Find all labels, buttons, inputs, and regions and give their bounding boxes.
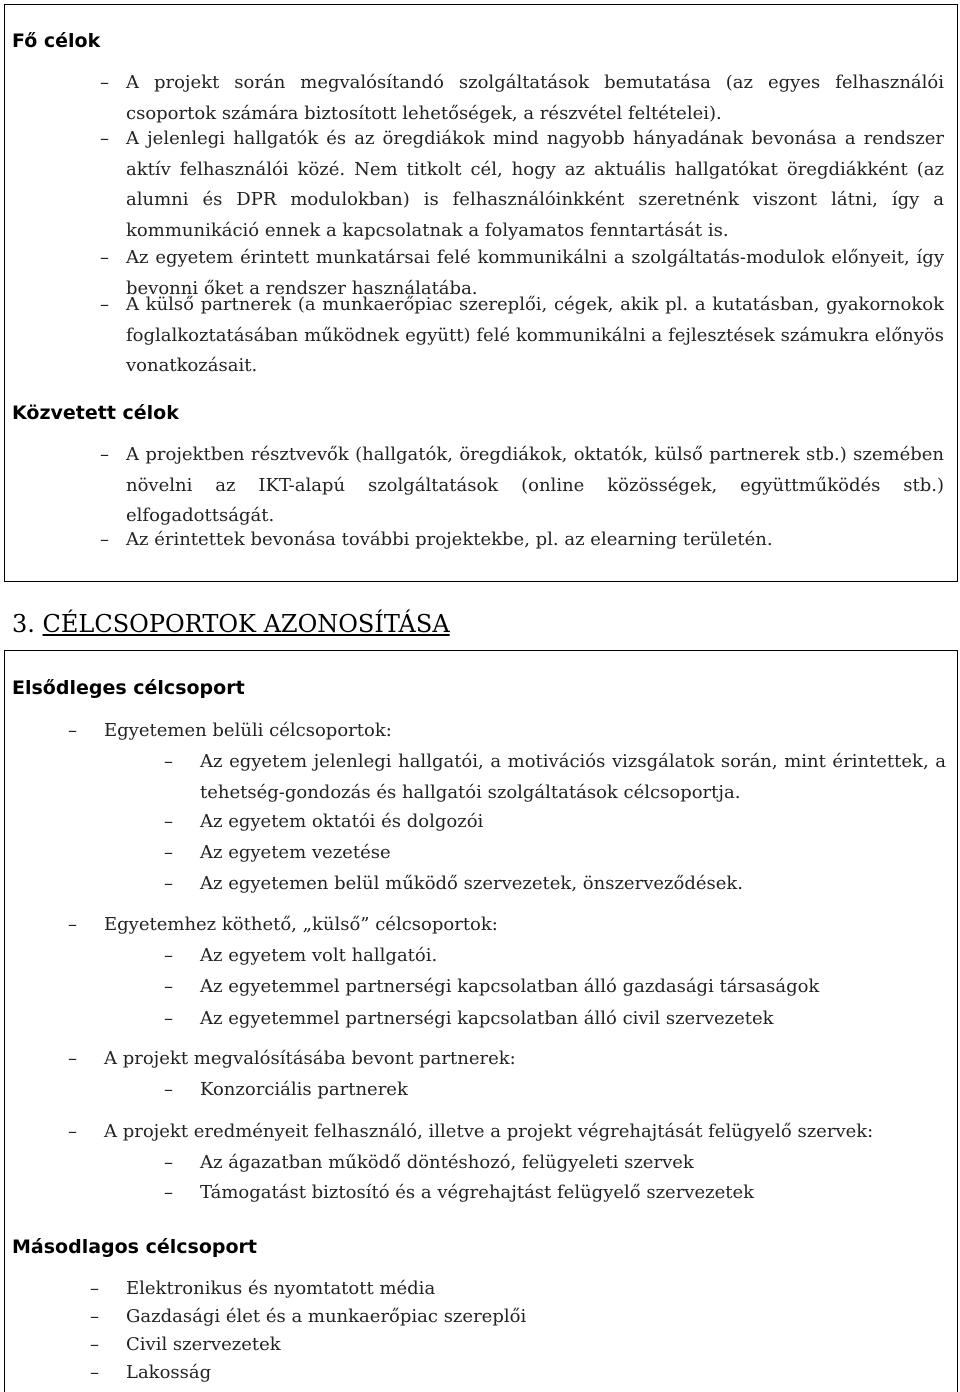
indirect-goal-item: – A projektben résztvevők (hallgatók, öregdiákok, oktatók, külső partnerek stb.) szemében növelni az IKT-alapú szolgáltatások (online közösségek, együttműködés stb.) elfogadottságát. xyxy=(126,440,944,532)
dash-bullet: – xyxy=(164,1008,173,1029)
dash-bullet: – xyxy=(68,1048,77,1069)
dash-bullet: – xyxy=(100,529,109,550)
section-heading xyxy=(12,610,450,638)
dash-bullet: – xyxy=(68,1121,77,1142)
main-goal-item: – A projekt során megvalósítandó szolgáltatások bemutatása (az egyes felhasználói csoportok számára biztosított lehetőségek, a részvétel feltételei). xyxy=(126,68,944,129)
dash-bullet: – xyxy=(90,1306,99,1327)
dash-bullet: – xyxy=(100,128,109,149)
dash-bullet: – xyxy=(164,945,173,966)
dash-bullet: – xyxy=(164,1182,173,1203)
group-item: – Az egyetemmel partnerségi kapcsolatban álló gazdasági társaságok xyxy=(200,972,819,1002)
secondary-item: – Elektronikus és nyomtatott média xyxy=(126,1274,435,1304)
secondary-item: – Gazdasági élet és a munkaerőpiac szereplői xyxy=(126,1302,526,1332)
secondary-item: – Lakosság xyxy=(126,1358,211,1388)
group-item: – Támogatást biztosító és a végrehajtást felügyelő szervezetek xyxy=(200,1178,754,1208)
group-item: – Az egyetemen belül működő szervezetek, önszerveződések. xyxy=(200,869,743,899)
group-label: – A projekt megvalósításába bevont partnerek: xyxy=(104,1044,516,1074)
section-number: 3. xyxy=(12,610,35,638)
main-goal-item: – A jelenlegi hallgatók és az öregdiákok mind nagyobb hányadának bevonása a rendszer aktív felhasználói közé. Nem titkolt cél, hogy az aktuális hallgatókat öregdiákként (az alumni és DPR modulokban) is felhasználóinkként szeretnénk viszont látni, így a kommunikáció ennek a kapcsolatnak a folyamatos fenntartását is. xyxy=(126,124,944,246)
indirect-goal-item: – Az érintettek bevonása további projektekbe, pl. az elearning területén. xyxy=(126,525,944,556)
dash-bullet: – xyxy=(90,1362,99,1383)
dash-bullet: – xyxy=(164,873,173,894)
group-label: – A projekt eredményeit felhasználó, illetve a projekt végrehajtását felügyelő szervek: xyxy=(104,1117,873,1147)
main-goals-heading: Fő célok xyxy=(12,30,101,52)
main-goal-item: – A külső partnerek (a munkaerőpiac szereplői, cégek, akik pl. a kutatásban, gyakornokok foglalkoztatásában működnek együtt) felé kommunikálni a fejlesztések számukra előnyös vonatkozásait. xyxy=(126,290,944,382)
primary-target-heading: Elsődleges célcsoport xyxy=(12,677,245,699)
dash-bullet: – xyxy=(164,1152,173,1173)
dash-bullet: – xyxy=(100,72,109,93)
dash-bullet: – xyxy=(164,976,173,997)
main-goal-item: – Az egyetem érintett munkatársai felé kommunikálni a szolgáltatás-modulok előnyeit, így bevonni őket a rendszer használatába. xyxy=(126,243,944,304)
group-item: – Az ágazatban működő döntéshozó, felügyeleti szervek xyxy=(200,1148,694,1178)
group-item: – Az egyetem jelenlegi hallgatói, a motivációs vizsgálatok során, mint érintettek, a tehetség-gondozás és hallgatói szolgáltatások célcsoportja. xyxy=(200,747,946,808)
dash-bullet: – xyxy=(100,444,109,465)
dash-bullet: – xyxy=(164,842,173,863)
dash-bullet: – xyxy=(164,811,173,832)
secondary-target-heading: Másodlagos célcsoport xyxy=(12,1236,257,1258)
dash-bullet: – xyxy=(90,1278,99,1299)
group-label: – Egyetemen belüli célcsoportok: xyxy=(104,716,392,746)
secondary-item: – Civil szervezetek xyxy=(126,1330,281,1360)
group-label: – Egyetemhez köthető, „külső” célcsoportok: xyxy=(104,910,498,940)
group-item: – Az egyetem volt hallgatói. xyxy=(200,941,437,971)
dash-bullet: – xyxy=(90,1334,99,1355)
dash-bullet: – xyxy=(164,751,173,772)
group-item: – Az egyetem vezetése xyxy=(200,838,391,868)
group-item: – Az egyetemmel partnerségi kapcsolatban álló civil szervezetek xyxy=(200,1004,774,1034)
group-item: – Az egyetem oktatói és dolgozói xyxy=(200,807,483,837)
section-title: CÉLCSOPORTOK AZONOSÍTÁSA xyxy=(42,610,450,638)
dash-bullet: – xyxy=(164,1079,173,1100)
group-item: – Konzorciális partnerek xyxy=(200,1075,408,1105)
dash-bullet: – xyxy=(100,294,109,315)
indirect-goals-heading: Közvetett célok xyxy=(12,402,179,424)
dash-bullet: – xyxy=(68,720,77,741)
dash-bullet: – xyxy=(100,247,109,268)
dash-bullet: – xyxy=(68,914,77,935)
